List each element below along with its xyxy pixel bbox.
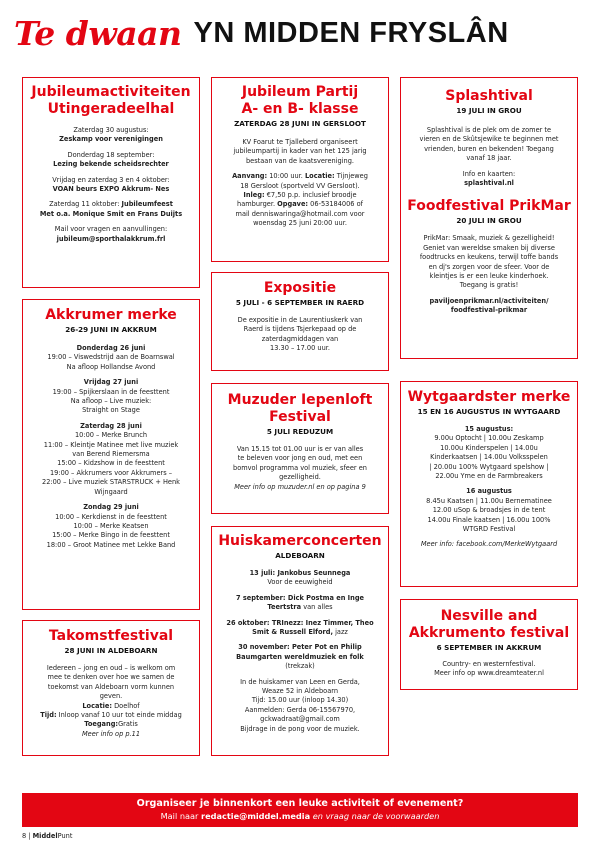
event-jubileum-partij xyxy=(211,77,389,262)
event-text: Teertstra van alles xyxy=(267,603,333,612)
event-text: 22.00u Yme en de Farmbreakers xyxy=(435,472,543,481)
event-title: Huiskamerconcerten xyxy=(218,533,382,549)
event-subtitle: ALDEBOARN xyxy=(275,551,325,560)
event-text: Vrijdag en zaterdag 3 en 4 oktober: xyxy=(52,175,170,184)
page-footer: 8 | MiddelPunt xyxy=(22,832,73,840)
event-wytgaardster-merke xyxy=(400,381,578,587)
event-text: | 20.00u 100% Wytgaard spelshow | xyxy=(429,462,549,471)
event-text: 13.30 – 17.00 uur. xyxy=(270,344,330,353)
event-text: en dj's zorgen voor de sfeer. Voor de xyxy=(428,262,550,271)
event-link[interactable]: splashtival.nl xyxy=(464,179,514,188)
event-text: Vrijdag 27 juni xyxy=(83,378,139,387)
event-text: Tijd: Inloop vanaf 10 uur tot einde middag xyxy=(40,711,182,720)
event-text: kleintjes is er een leuke kinderhoek. xyxy=(429,272,549,281)
event-akkrumer-merke xyxy=(22,299,200,610)
event-text: 30 november: Peter Pot en Philip xyxy=(238,643,362,652)
event-text: Bijdrage in de pong voor de muziek. xyxy=(240,724,360,733)
event-link[interactable]: paviljoenprikmar.nl/activiteiten/ xyxy=(429,296,549,305)
event-text: Locatie: Doelhof xyxy=(82,701,140,710)
event-subtitle: 5 JULI - 6 SEPTEMBER IN RAERD xyxy=(235,298,365,307)
event-text: 8.45u Kaatsen | 11.00u Bernematinee xyxy=(426,496,552,505)
event-text: Zondag 29 juni xyxy=(83,503,139,512)
event-text: te beleven voor jong en oud, met een xyxy=(237,454,363,463)
event-text: zaterdagmiddagen van xyxy=(261,334,339,343)
event-text: Meer info op muzuder.nl en op pagina 9 xyxy=(234,482,366,491)
event-text: 19:00 – Viswedstrijd aan de Boarnswal xyxy=(47,353,175,362)
event-text: Lezing bekende scheidsrechter xyxy=(53,160,169,169)
event-title: Muzuder Iepenloft xyxy=(227,392,373,408)
event-text: 9.00u Optocht | 10.00u Zeskamp xyxy=(434,434,544,443)
event-jubileumactiviteiten xyxy=(22,77,200,288)
event-text: 15:00 – Merke Bingo in de feesttent xyxy=(52,531,170,540)
event-text: hamburger. Opgave: 06-53184006 of xyxy=(237,200,363,209)
event-text: Geniet van wereldse smaken bij diverse xyxy=(423,243,555,252)
event-text: KV Foarut te Tjalleberd organiseert xyxy=(242,138,358,146)
contact-email[interactable]: gckwadraat@gmail.com xyxy=(260,715,340,724)
event-text: De expositie in de Laurentiuskerk van xyxy=(237,316,363,324)
event-title: A- en B- klasse xyxy=(241,101,359,117)
event-huiskamerconcerten xyxy=(211,526,389,756)
event-title: Nesville and xyxy=(440,608,538,624)
event-text: jubileumpartij in kader van het 125 jarig xyxy=(233,147,367,156)
event-subtitle: 20 JULI IN GROU xyxy=(456,216,522,226)
event-text: Smit & Russell Elford, jazz xyxy=(252,628,348,637)
event-text: mail denniswaringa@hotmail.com voor xyxy=(235,209,365,218)
event-text: bomvol programma vol muziek, sfeer en xyxy=(233,463,367,472)
page-number: 8 xyxy=(22,832,27,840)
event-text: vieren en de Skûtsjewike te beginnen met xyxy=(419,135,559,144)
event-subtitle: 15 EN 16 AUGUSTUS IN WYTGAARD xyxy=(417,407,561,416)
event-text: Weaze 52 in Aldeboarn xyxy=(261,687,339,696)
event-text: Van 15.15 tot 01.00 uur is er van alles xyxy=(236,445,364,453)
event-subtitle: 5 JULI REDUZUM xyxy=(266,427,334,436)
event-title: Splashtival xyxy=(445,88,533,104)
event-subtitle: 28 JUNI IN ALDEBOARN xyxy=(64,646,158,655)
event-subtitle: ZATERDAG 28 JUNI IN GERSLOOT xyxy=(234,119,366,128)
header-script-title: Te dwaan xyxy=(14,13,182,53)
event-splashtival-foodfestival xyxy=(400,77,578,359)
event-text: Toegang is gratis! xyxy=(459,281,519,290)
event-text: Donderdag 26 juni xyxy=(76,344,146,352)
event-text: 14.00u Finale kaatsen | 16.00u 100% xyxy=(427,515,551,524)
event-text: Inleg: €7,50 p.p. inclusief broodje xyxy=(243,191,357,200)
event-text: 18 Gersloot (sportveld VV Gersloot). xyxy=(240,181,360,190)
event-text: 10:00 – Kerkdienst in de feesttent xyxy=(55,512,167,521)
event-text: WTGRD Festival xyxy=(462,525,516,534)
event-text: VOAN beurs EXPO Akkrum- Nes xyxy=(52,185,170,194)
brand-name: Middel xyxy=(32,832,58,840)
footer-subline: Mail naar redactie@middel.media en vraag naar de voorwaarden xyxy=(160,811,440,821)
event-text: Na afloop Hollandse Avond xyxy=(66,362,156,371)
event-title: Wytgaardster merke xyxy=(407,389,571,405)
event-text: Donderdag 18 september: xyxy=(67,150,155,159)
event-text: bestaan van de kaatsvereniging. xyxy=(245,156,355,165)
event-text: 13 juli: Jankobus Seunnega xyxy=(249,569,351,577)
event-text: Aanvang: 10:00 uur. Locatie: Tijnjeweg xyxy=(232,172,368,181)
event-text: Baumgarten wereldmuziek en folk xyxy=(236,652,364,661)
event-subtitle: 26-29 JUNI IN AKKRUM xyxy=(65,325,157,334)
contact-email[interactable]: jubileum@sporthalakkrum.frl xyxy=(56,234,166,243)
event-text: Info en kaarten: xyxy=(462,169,516,178)
event-text: PrikMar: Smaak, muziek & gezelligheid! xyxy=(423,234,555,243)
event-text: Splashtival is de plek om de zomer te xyxy=(426,126,552,134)
event-text: Toegang:Gratis xyxy=(84,720,138,729)
event-text: 15 augustus: xyxy=(464,425,514,433)
event-title: Jubileum Partij xyxy=(241,84,359,100)
event-text: Country- en westernfestival. xyxy=(442,660,536,668)
header-main-title: YN MIDDEN FRYSLÂN xyxy=(193,16,509,49)
event-text: van Berend Riemersma xyxy=(72,450,150,459)
event-text: 11:00 – Kleintje Matinee met live muziek xyxy=(43,440,179,449)
event-text: 19:00 – Spijkerslaan in de feesttent xyxy=(52,387,170,396)
event-takomstfestival xyxy=(22,620,200,756)
event-text: Zaterdag 30 augustus: xyxy=(73,126,149,134)
event-subtitle: 6 SEPTEMBER IN AKKRUM xyxy=(436,643,542,652)
event-text: Iedereen – jong en oud – is welkom om xyxy=(46,664,176,672)
event-text: Straight on Stage xyxy=(82,406,140,415)
event-nesville-akkrumento xyxy=(400,599,578,690)
event-text: 15:00 – Kidzshow in de feesttent xyxy=(57,459,165,468)
event-title: Jubileumactiviteiten xyxy=(31,84,191,100)
event-title: Festival xyxy=(269,409,331,425)
event-text: vrienden, buren en bekenden! Toegang xyxy=(424,144,554,153)
event-text: gezelligheid. xyxy=(279,473,321,482)
event-title: Akkrumer merke xyxy=(45,307,177,323)
event-link[interactable]: foodfestival-prikmar xyxy=(450,306,528,315)
event-text: 18:00 – Groot Matinee met Lekke Band xyxy=(46,540,176,549)
event-text: Kinderkaatsen | 14.00u Volksspelen xyxy=(430,453,548,462)
event-text: Meer info op p.11 xyxy=(81,729,141,738)
event-text: geven. xyxy=(99,692,123,701)
event-subtitle: 19 JULI IN GROU xyxy=(456,106,522,115)
event-text: Zaterdag 11 oktober: Jubileumfeest xyxy=(49,200,173,209)
event-title: Expositie xyxy=(263,280,337,296)
event-text: 12.00 uSop & broadsjes in de tent xyxy=(432,506,546,515)
footer-email[interactable]: redactie@middel.media xyxy=(201,811,311,821)
event-text: Na afloop – Live muziek: xyxy=(70,397,152,406)
event-text: vanaf 18 jaar. xyxy=(466,154,512,163)
event-link[interactable]: Meer info: facebook.com/MerkeWytgaard xyxy=(420,540,558,549)
event-title: Akkrumento festival xyxy=(408,625,570,641)
event-text: 10:00 – Merke Brunch xyxy=(74,431,148,440)
event-text: 22:00 – Live muziek STARSTRUCK + Henk xyxy=(42,478,180,487)
event-text: 7 september: Dick Postma en Inge xyxy=(235,593,365,602)
event-text: Zeskamp voor verenigingen xyxy=(59,135,163,144)
event-text: foodtrucks en keukens, terwijl toffe bands xyxy=(419,253,559,262)
footer-banner xyxy=(22,793,578,827)
event-text: Met o.a. Monique Smit en Frans Duijts xyxy=(39,209,183,218)
event-text: Zaterdag 28 juni xyxy=(80,421,142,430)
event-text: Tijd: 15.00 uur (inloop 14.30) xyxy=(251,696,349,705)
event-text: Raerd is tijdens Tsjerkepaad op de xyxy=(243,325,357,334)
event-text: 10.00u Kinderspelen | 14.00u xyxy=(440,443,538,452)
footer-headline: Organiseer je binnenkort een leuke activiteit of evenement? xyxy=(136,798,464,809)
event-text: In de huiskamer van Leen en Gerda, xyxy=(240,677,360,686)
event-link[interactable]: Meer info op www.dreamteater.nl xyxy=(434,669,544,678)
event-text: 26 oktober: TRInezz: Inez Timmer, Theo xyxy=(226,618,374,627)
event-text: 19:00 – Akkrumers voor Akkrumers – xyxy=(49,468,173,477)
event-text: Voor de eeuwigheid xyxy=(267,578,333,587)
event-text: Mail voor vragen en aanvullingen: xyxy=(54,225,168,234)
event-expositie xyxy=(211,272,389,371)
event-text: Wijngaard xyxy=(94,487,128,496)
event-title: Takomstfestival xyxy=(48,628,174,644)
event-text: 16 augustus xyxy=(466,487,512,496)
event-text: 10:00 – Merke Keatsen xyxy=(73,521,149,530)
event-text: mee te denken over hoe we samen de xyxy=(47,673,175,682)
event-text: (trekzak) xyxy=(285,662,315,671)
event-title: Foodfestival PrikMar xyxy=(407,198,571,215)
page-header xyxy=(14,10,509,56)
event-text: toekomst van Aldeboarn vorm kunnen xyxy=(47,682,175,691)
event-title: Utingeradeelhal xyxy=(47,101,175,117)
event-text: woensdag 25 juni 20:00 uur. xyxy=(253,219,347,228)
event-text: Aanmelden: Gerda 06-15567970, xyxy=(244,705,356,714)
event-muzuder-iepenloft xyxy=(211,383,389,514)
